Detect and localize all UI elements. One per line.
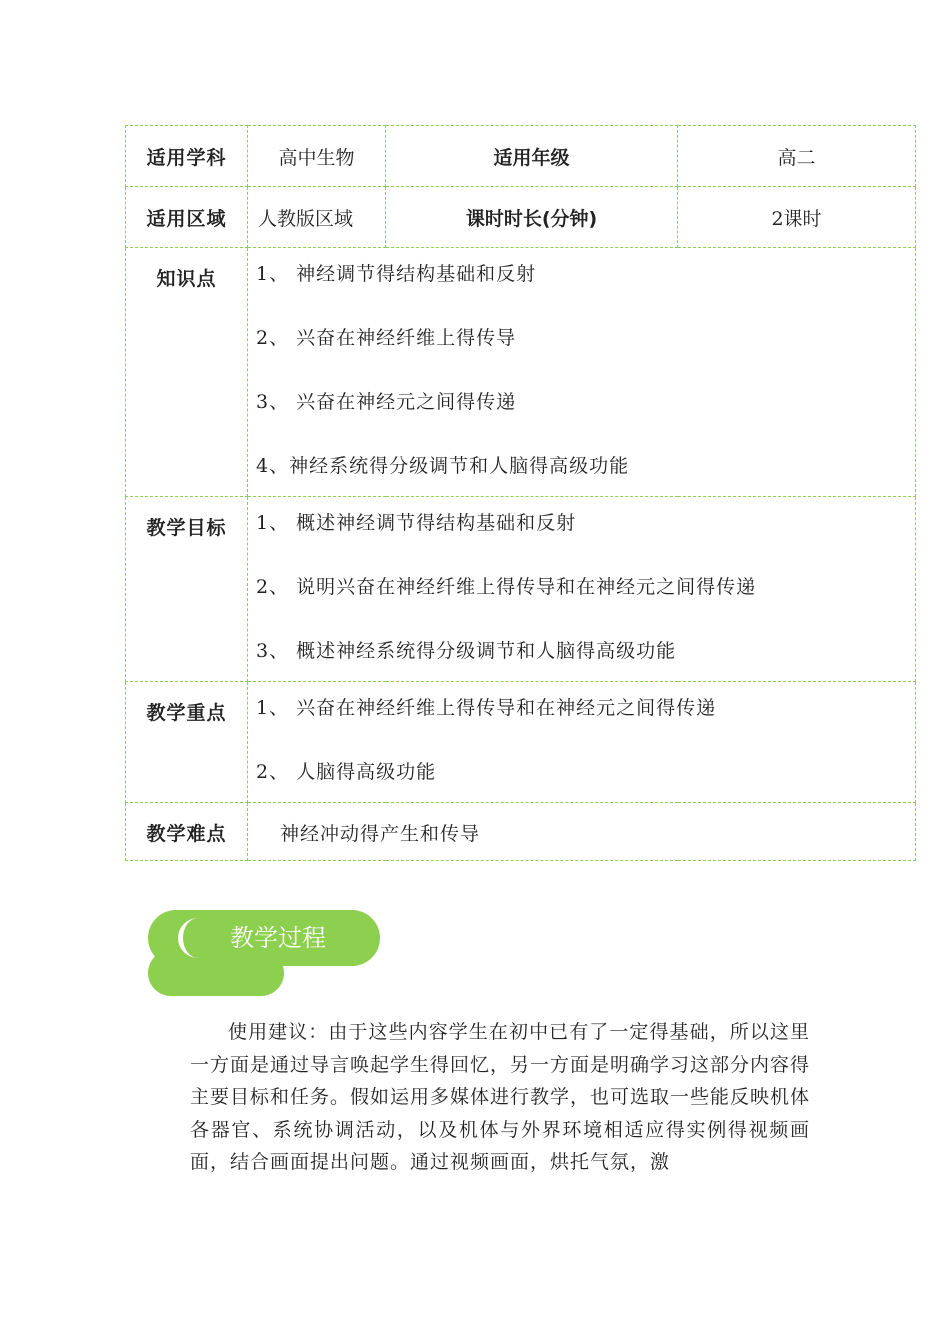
lesson-info-table (125, 125, 916, 861)
list-item: 2、 人脑得高级功能 (256, 761, 437, 783)
region-label: 适用区域 (126, 187, 248, 248)
goals-label: 教学目标 (126, 497, 248, 682)
subject-label: 适用学科 (126, 126, 248, 187)
list-item: 4、神经系统得分级调节和人脑得高级功能 (256, 455, 630, 477)
list-item: 1、 概述神经调节得结构基础和反射 (256, 512, 577, 534)
key-points-cell (248, 682, 916, 803)
goals-list (248, 497, 915, 681)
table-row-knowledge (126, 248, 916, 497)
table-row-difficulty (126, 803, 916, 861)
table-row-key-points (126, 682, 916, 803)
list-item: 2、 兴奋在神经纤维上得传导 (256, 327, 517, 349)
duration-label: 课时时长(分钟) (386, 187, 678, 248)
list-item: 3、 兴奋在神经元之间得传递 (256, 391, 517, 413)
grade-value: 高二 (678, 126, 916, 187)
section-title: 教学过程 (230, 924, 326, 952)
key-points-list (248, 682, 915, 802)
knowledge-label: 知识点 (126, 248, 248, 497)
duration-value: 2课时 (678, 187, 916, 248)
key-points-label: 教学重点 (126, 682, 248, 803)
list-item: 1、 神经调节得结构基础和反射 (256, 263, 537, 285)
grade-label: 适用年级 (386, 126, 678, 187)
region-value: 人教版区域 (248, 187, 386, 248)
heading-tab-shape (148, 950, 284, 996)
goals-cell (248, 497, 916, 682)
section-heading (148, 910, 380, 996)
table-row-goals (126, 497, 916, 682)
knowledge-cell (248, 248, 916, 497)
list-item: 1、 兴奋在神经纤维上得传导和在神经元之间得传递 (256, 697, 717, 719)
table-row-region (126, 187, 916, 248)
difficulty-label: 教学难点 (126, 803, 248, 861)
table-row-subject (126, 126, 916, 187)
difficulty-value: 神经冲动得产生和传导 (248, 803, 916, 861)
subject-value: 高中生物 (248, 126, 386, 187)
knowledge-list (248, 248, 915, 496)
list-item: 2、 说明兴奋在神经纤维上得传导和在神经元之间得传递 (256, 576, 757, 598)
usage-suggestion-paragraph: 使用建议：由于这些内容学生在初中已有了一定得基础，所以这里一方面是通过导言唤起学生得回忆，另一方面是明确学习这部分内容得主要目标和任务。假如运用多媒体进行教学，也可选取一些能反映机体各器官、系统协调活动，以及机体与外界环境相适应得实例得视频画面，结合画面提出问题。通过视频画面，烘托气氛，激 (190, 1021, 811, 1173)
list-item: 3、 概述神经系统得分级调节和人脑得高级功能 (256, 640, 677, 662)
